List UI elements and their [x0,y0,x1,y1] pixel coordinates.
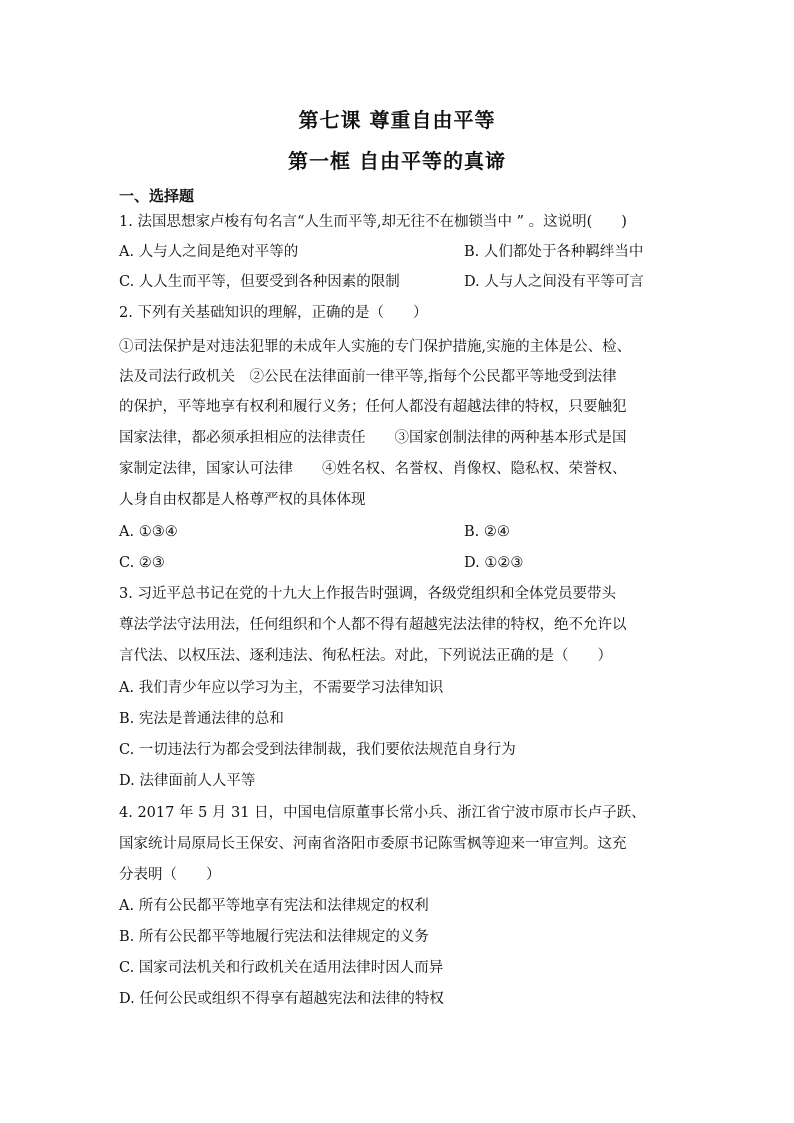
q4-option-b: B. 所有公民都平等地履行宪法和法律规定的义务 [119,929,429,945]
question-2: 2. 下列有关基础知识的理解，正确的是（ ） [119,305,428,321]
q1-option-a: A. 人与人之间是绝对平等的 [119,244,299,260]
question-1: 1. 法国思想家卢梭有句名言“人生而平等,却无往不在枷锁当中 ” 。这说明( ) [119,214,627,230]
q2-statement-line: 国家法律，都必须承担相应的法律责任 ③国家创制法律的两种基本形式是国 [119,430,627,446]
q2-statement-line: 法及司法行政机关 ②公民在法律面前一律平等,指每个公民都平等地受到法律 [119,369,617,385]
question-3-line: 言代法、以权压法、逐利违法、徇私枉法。对此，下列说法正确的是（ ） [119,648,612,664]
q2-statement-line: ①司法保护是对违法犯罪的未成年人实施的专门保护措施,实施的主体是公、检、 [119,339,632,355]
q2-statement-line: 的保护，平等地享有权利和履行义务；任何人都没有超越法律的特权，只要触犯 [119,399,627,415]
question-4-line: 分表明（ ） [119,867,221,883]
q1-option-b: B. 人们都处于各种羁绊当中 [464,244,644,260]
question-4: 4. 2017 年 5 月 31 日，中国电信原董事长常小兵、浙江省宁波市原市长卢子跃、 [119,805,646,821]
q3-option-a: A. 我们青少年应以学习为主，不需要学习法律知识 [119,680,444,696]
q2-statement-line: 家制定法律，国家认可法律 ④姓名权、名誉权、肖像权、隐私权、荣誉权、 [119,461,627,477]
q3-option-c: C. 一切违法行为都会受到法律制裁，我们要依法规范自身行为 [119,742,516,758]
lesson-title: 第七课 尊重自由平等 [298,108,496,132]
question-3-line: 尊法学法守法用法，任何组织和个人都不得有超越宪法法律的特权，绝不允许以 [119,617,627,633]
section-title: 第一框 自由平等的真谛 [288,149,506,173]
q4-option-a: A. 所有公民都平等地享有宪法和法律规定的权利 [119,898,429,914]
q2-option-a: A. ①③④ [119,524,178,540]
q2-option-c: C. ②③ [119,555,165,571]
q1-option-c: C. 人人生而平等，但要受到各种因素的限制 [119,274,400,290]
q4-option-c: C. 国家司法机关和行政机关在适用法律时因人而异 [119,960,444,976]
question-3: 3. 习近平总书记在党的十九大上作报告时强调，各级党组织和全体党员要带头 [119,586,616,602]
q1-option-d: D. 人与人之间没有平等可言 [464,274,644,290]
question-4-line: 国家统计局原局长王保安、河南省洛阳市委原书记陈雪枫等迎来一审宣判。这充 [119,836,627,852]
q3-option-b: B. 宪法是普通法律的总和 [119,711,284,727]
q3-option-d: D. 法律面前人人平等 [119,773,256,789]
q2-statement-line: 人身自由权都是人格尊严权的具体体现 [119,492,366,508]
q2-option-d: D. ①②③ [464,555,524,571]
question-type-heading: 一、选择题 [119,187,195,205]
q4-option-d: D. 任何公民或组织不得享有超越宪法和法律的特权 [119,991,444,1007]
q2-option-b: B. ②④ [464,524,510,540]
